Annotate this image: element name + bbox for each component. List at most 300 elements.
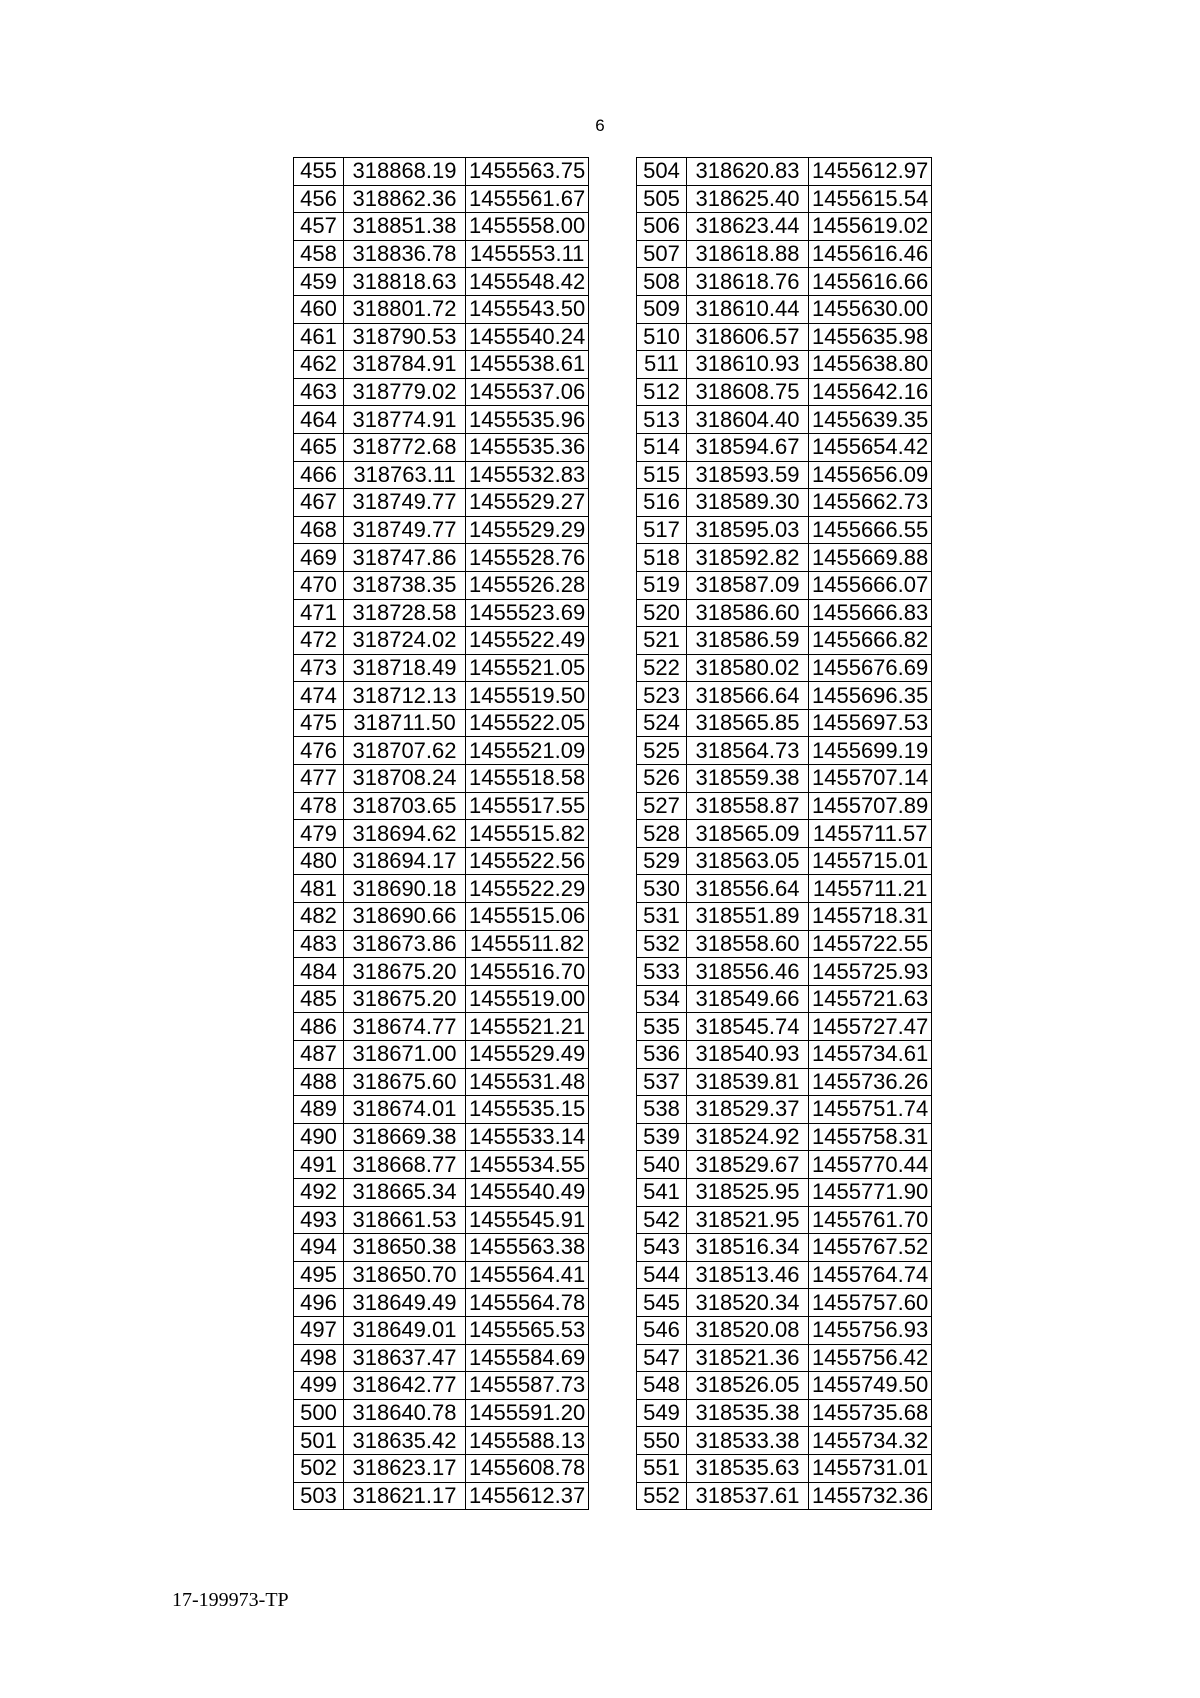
x-coordinate-cell: 318545.74: [687, 1013, 809, 1041]
point-number-cell: 537: [637, 1068, 687, 1096]
table-row: [637, 847, 932, 875]
table-row: [637, 1316, 932, 1344]
coordinate-table-body: [637, 158, 932, 1510]
point-number-cell: 470: [294, 571, 344, 599]
y-coordinate-cell: 1455608.78: [466, 1454, 589, 1482]
table-row: [637, 682, 932, 710]
point-number-cell: 532: [637, 930, 687, 958]
point-number-cell: 552: [637, 1482, 687, 1510]
table-row: [637, 1344, 932, 1372]
point-number-cell: 509: [637, 295, 687, 323]
y-coordinate-cell: 1455757.60: [809, 1289, 932, 1317]
table-row: [294, 958, 589, 986]
point-number-cell: 529: [637, 847, 687, 875]
coordinate-table-right: [636, 157, 932, 1510]
x-coordinate-cell: 318618.76: [687, 268, 809, 296]
point-number-cell: 495: [294, 1261, 344, 1289]
x-coordinate-cell: 318606.57: [687, 323, 809, 351]
x-coordinate-cell: 318675.20: [344, 958, 466, 986]
table-row: [637, 1068, 932, 1096]
point-number-cell: 491: [294, 1151, 344, 1179]
x-coordinate-cell: 318525.95: [687, 1178, 809, 1206]
y-coordinate-cell: 1455735.68: [809, 1399, 932, 1427]
table-row: [637, 433, 932, 461]
y-coordinate-cell: 1455561.67: [466, 185, 589, 213]
x-coordinate-cell: 318558.87: [687, 792, 809, 820]
y-coordinate-cell: 1455537.06: [466, 378, 589, 406]
point-number-cell: 508: [637, 268, 687, 296]
x-coordinate-cell: 318595.03: [687, 516, 809, 544]
x-coordinate-cell: 318520.34: [687, 1289, 809, 1317]
y-coordinate-cell: 1455519.50: [466, 682, 589, 710]
table-row: [294, 268, 589, 296]
y-coordinate-cell: 1455721.63: [809, 985, 932, 1013]
y-coordinate-cell: 1455612.37: [466, 1482, 589, 1510]
x-coordinate-cell: 318516.34: [687, 1234, 809, 1262]
y-coordinate-cell: 1455736.26: [809, 1068, 932, 1096]
y-coordinate-cell: 1455696.35: [809, 682, 932, 710]
y-coordinate-cell: 1455511.82: [466, 930, 589, 958]
point-number-cell: 547: [637, 1344, 687, 1372]
table-row: [637, 985, 932, 1013]
y-coordinate-cell: 1455515.82: [466, 820, 589, 848]
table-row: [637, 323, 932, 351]
y-coordinate-cell: 1455767.52: [809, 1234, 932, 1262]
y-coordinate-cell: 1455528.76: [466, 544, 589, 572]
x-coordinate-cell: 318640.78: [344, 1399, 466, 1427]
x-coordinate-cell: 318772.68: [344, 433, 466, 461]
y-coordinate-cell: 1455521.05: [466, 654, 589, 682]
table-row: [294, 654, 589, 682]
y-coordinate-cell: 1455584.69: [466, 1344, 589, 1372]
y-coordinate-cell: 1455540.24: [466, 323, 589, 351]
point-number-cell: 476: [294, 737, 344, 765]
table-row: [637, 240, 932, 268]
point-number-cell: 504: [637, 158, 687, 186]
y-coordinate-cell: 1455756.42: [809, 1344, 932, 1372]
x-coordinate-cell: 318649.01: [344, 1316, 466, 1344]
table-row: [637, 1372, 932, 1400]
y-coordinate-cell: 1455588.13: [466, 1427, 589, 1455]
table-row: [294, 875, 589, 903]
x-coordinate-cell: 318868.19: [344, 158, 466, 186]
table-row: [637, 158, 932, 186]
x-coordinate-cell: 318589.30: [687, 489, 809, 517]
x-coordinate-cell: 318551.89: [687, 903, 809, 931]
y-coordinate-cell: 1455707.14: [809, 765, 932, 793]
y-coordinate-cell: 1455722.55: [809, 930, 932, 958]
x-coordinate-cell: 318520.08: [687, 1316, 809, 1344]
y-coordinate-cell: 1455630.00: [809, 295, 932, 323]
y-coordinate-cell: 1455654.42: [809, 433, 932, 461]
y-coordinate-cell: 1455615.54: [809, 185, 932, 213]
y-coordinate-cell: 1455666.82: [809, 627, 932, 655]
y-coordinate-cell: 1455553.11: [466, 240, 589, 268]
point-number-cell: 484: [294, 958, 344, 986]
y-coordinate-cell: 1455666.83: [809, 599, 932, 627]
table-row: [637, 516, 932, 544]
x-coordinate-cell: 318610.44: [687, 295, 809, 323]
x-coordinate-cell: 318565.85: [687, 709, 809, 737]
y-coordinate-cell: 1455548.42: [466, 268, 589, 296]
x-coordinate-cell: 318556.64: [687, 875, 809, 903]
y-coordinate-cell: 1455771.90: [809, 1178, 932, 1206]
point-number-cell: 482: [294, 903, 344, 931]
table-row: [294, 158, 589, 186]
y-coordinate-cell: 1455638.80: [809, 351, 932, 379]
x-coordinate-cell: 318526.05: [687, 1372, 809, 1400]
x-coordinate-cell: 318675.60: [344, 1068, 466, 1096]
table-row: [637, 1178, 932, 1206]
y-coordinate-cell: 1455540.49: [466, 1178, 589, 1206]
point-number-cell: 502: [294, 1454, 344, 1482]
point-number-cell: 540: [637, 1151, 687, 1179]
point-number-cell: 473: [294, 654, 344, 682]
x-coordinate-cell: 318618.88: [687, 240, 809, 268]
table-row: [294, 406, 589, 434]
table-row: [294, 1344, 589, 1372]
point-number-cell: 544: [637, 1261, 687, 1289]
table-row: [294, 433, 589, 461]
y-coordinate-cell: 1455715.01: [809, 847, 932, 875]
table-row: [637, 1427, 932, 1455]
x-coordinate-cell: 318690.18: [344, 875, 466, 903]
x-coordinate-cell: 318610.93: [687, 351, 809, 379]
y-coordinate-cell: 1455533.14: [466, 1123, 589, 1151]
x-coordinate-cell: 318623.44: [687, 213, 809, 241]
table-row: [294, 185, 589, 213]
x-coordinate-cell: 318712.13: [344, 682, 466, 710]
table-row: [294, 1206, 589, 1234]
table-row: [294, 903, 589, 931]
table-row: [294, 1399, 589, 1427]
point-number-cell: 535: [637, 1013, 687, 1041]
x-coordinate-cell: 318784.91: [344, 351, 466, 379]
document-code: 17-199973-TP: [172, 1589, 289, 1611]
y-coordinate-cell: 1455639.35: [809, 406, 932, 434]
x-coordinate-cell: 318637.47: [344, 1344, 466, 1372]
point-number-cell: 487: [294, 1041, 344, 1069]
y-coordinate-cell: 1455564.78: [466, 1289, 589, 1317]
point-number-cell: 474: [294, 682, 344, 710]
x-coordinate-cell: 318593.59: [687, 461, 809, 489]
point-number-cell: 488: [294, 1068, 344, 1096]
point-number-cell: 549: [637, 1399, 687, 1427]
table-row: [637, 765, 932, 793]
y-coordinate-cell: 1455749.50: [809, 1372, 932, 1400]
table-row: [294, 599, 589, 627]
y-coordinate-cell: 1455535.96: [466, 406, 589, 434]
point-number-cell: 531: [637, 903, 687, 931]
y-coordinate-cell: 1455616.66: [809, 268, 932, 296]
table-row: [294, 765, 589, 793]
y-coordinate-cell: 1455531.48: [466, 1068, 589, 1096]
x-coordinate-cell: 318524.92: [687, 1123, 809, 1151]
point-number-cell: 493: [294, 1206, 344, 1234]
table-row: [637, 295, 932, 323]
y-coordinate-cell: 1455522.05: [466, 709, 589, 737]
point-number-cell: 463: [294, 378, 344, 406]
x-coordinate-cell: 318642.77: [344, 1372, 466, 1400]
table-row: [637, 930, 932, 958]
point-number-cell: 466: [294, 461, 344, 489]
x-coordinate-cell: 318564.73: [687, 737, 809, 765]
point-number-cell: 501: [294, 1427, 344, 1455]
x-coordinate-cell: 318818.63: [344, 268, 466, 296]
table-row: [294, 1427, 589, 1455]
y-coordinate-cell: 1455522.29: [466, 875, 589, 903]
x-coordinate-cell: 318763.11: [344, 461, 466, 489]
table-row: [637, 1123, 932, 1151]
point-number-cell: 503: [294, 1482, 344, 1510]
x-coordinate-cell: 318635.42: [344, 1427, 466, 1455]
point-number-cell: 543: [637, 1234, 687, 1262]
table-row: [637, 1013, 932, 1041]
y-coordinate-cell: 1455635.98: [809, 323, 932, 351]
point-number-cell: 520: [637, 599, 687, 627]
y-coordinate-cell: 1455538.61: [466, 351, 589, 379]
y-coordinate-cell: 1455558.00: [466, 213, 589, 241]
x-coordinate-cell: 318594.67: [687, 433, 809, 461]
x-coordinate-cell: 318565.09: [687, 820, 809, 848]
point-number-cell: 460: [294, 295, 344, 323]
coordinate-table-body: [294, 158, 589, 1510]
y-coordinate-cell: 1455564.41: [466, 1261, 589, 1289]
y-coordinate-cell: 1455756.93: [809, 1316, 932, 1344]
table-row: [637, 1206, 932, 1234]
point-number-cell: 517: [637, 516, 687, 544]
point-number-cell: 498: [294, 1344, 344, 1372]
table-row: [294, 1123, 589, 1151]
table-row: [637, 792, 932, 820]
point-number-cell: 505: [637, 185, 687, 213]
y-coordinate-cell: 1455521.21: [466, 1013, 589, 1041]
x-coordinate-cell: 318674.01: [344, 1096, 466, 1124]
x-coordinate-cell: 318694.17: [344, 847, 466, 875]
point-number-cell: 485: [294, 985, 344, 1013]
point-number-cell: 526: [637, 765, 687, 793]
y-coordinate-cell: 1455616.46: [809, 240, 932, 268]
x-coordinate-cell: 318556.46: [687, 958, 809, 986]
point-number-cell: 522: [637, 654, 687, 682]
x-coordinate-cell: 318671.00: [344, 1041, 466, 1069]
x-coordinate-cell: 318707.62: [344, 737, 466, 765]
point-number-cell: 541: [637, 1178, 687, 1206]
y-coordinate-cell: 1455697.53: [809, 709, 932, 737]
point-number-cell: 511: [637, 351, 687, 379]
y-coordinate-cell: 1455707.89: [809, 792, 932, 820]
table-row: [294, 240, 589, 268]
y-coordinate-cell: 1455516.70: [466, 958, 589, 986]
point-number-cell: 546: [637, 1316, 687, 1344]
table-row: [294, 1013, 589, 1041]
point-number-cell: 486: [294, 1013, 344, 1041]
y-coordinate-cell: 1455725.93: [809, 958, 932, 986]
y-coordinate-cell: 1455522.56: [466, 847, 589, 875]
x-coordinate-cell: 318521.95: [687, 1206, 809, 1234]
x-coordinate-cell: 318537.61: [687, 1482, 809, 1510]
coordinate-table-left: [293, 157, 589, 1510]
point-number-cell: 479: [294, 820, 344, 848]
y-coordinate-cell: 1455727.47: [809, 1013, 932, 1041]
y-coordinate-cell: 1455619.02: [809, 213, 932, 241]
point-number-cell: 542: [637, 1206, 687, 1234]
table-row: [637, 1399, 932, 1427]
table-row: [294, 1151, 589, 1179]
point-number-cell: 527: [637, 792, 687, 820]
y-coordinate-cell: 1455734.61: [809, 1041, 932, 1069]
table-row: [637, 820, 932, 848]
y-coordinate-cell: 1455515.06: [466, 903, 589, 931]
point-number-cell: 496: [294, 1289, 344, 1317]
x-coordinate-cell: 318513.46: [687, 1261, 809, 1289]
y-coordinate-cell: 1455711.57: [809, 820, 932, 848]
table-row: [294, 1178, 589, 1206]
point-number-cell: 459: [294, 268, 344, 296]
point-number-cell: 513: [637, 406, 687, 434]
point-number-cell: 550: [637, 1427, 687, 1455]
x-coordinate-cell: 318711.50: [344, 709, 466, 737]
point-number-cell: 461: [294, 323, 344, 351]
point-number-cell: 516: [637, 489, 687, 517]
y-coordinate-cell: 1455734.32: [809, 1427, 932, 1455]
x-coordinate-cell: 318621.17: [344, 1482, 466, 1510]
y-coordinate-cell: 1455522.49: [466, 627, 589, 655]
y-coordinate-cell: 1455518.58: [466, 765, 589, 793]
table-row: [294, 1482, 589, 1510]
table-row: [637, 1482, 932, 1510]
x-coordinate-cell: 318749.77: [344, 516, 466, 544]
y-coordinate-cell: 1455532.83: [466, 461, 589, 489]
x-coordinate-cell: 318580.02: [687, 654, 809, 682]
point-number-cell: 492: [294, 1178, 344, 1206]
point-number-cell: 536: [637, 1041, 687, 1069]
table-row: [294, 792, 589, 820]
point-number-cell: 471: [294, 599, 344, 627]
y-coordinate-cell: 1455666.07: [809, 571, 932, 599]
x-coordinate-cell: 318738.35: [344, 571, 466, 599]
x-coordinate-cell: 318779.02: [344, 378, 466, 406]
x-coordinate-cell: 318529.67: [687, 1151, 809, 1179]
table-row: [294, 295, 589, 323]
x-coordinate-cell: 318724.02: [344, 627, 466, 655]
x-coordinate-cell: 318674.77: [344, 1013, 466, 1041]
x-coordinate-cell: 318774.91: [344, 406, 466, 434]
y-coordinate-cell: 1455519.00: [466, 985, 589, 1013]
table-row: [294, 1289, 589, 1317]
x-coordinate-cell: 318650.38: [344, 1234, 466, 1262]
x-coordinate-cell: 318694.62: [344, 820, 466, 848]
point-number-cell: 514: [637, 433, 687, 461]
table-row: [637, 709, 932, 737]
point-number-cell: 489: [294, 1096, 344, 1124]
point-number-cell: 523: [637, 682, 687, 710]
x-coordinate-cell: 318533.38: [687, 1427, 809, 1455]
point-number-cell: 518: [637, 544, 687, 572]
table-row: [637, 599, 932, 627]
x-coordinate-cell: 318669.38: [344, 1123, 466, 1151]
x-coordinate-cell: 318623.17: [344, 1454, 466, 1482]
point-number-cell: 499: [294, 1372, 344, 1400]
table-row: [294, 627, 589, 655]
y-coordinate-cell: 1455529.29: [466, 516, 589, 544]
table-row: [294, 1454, 589, 1482]
point-number-cell: 507: [637, 240, 687, 268]
point-number-cell: 530: [637, 875, 687, 903]
point-number-cell: 510: [637, 323, 687, 351]
table-row: [294, 351, 589, 379]
y-coordinate-cell: 1455731.01: [809, 1454, 932, 1482]
point-number-cell: 469: [294, 544, 344, 572]
x-coordinate-cell: 318650.70: [344, 1261, 466, 1289]
point-number-cell: 475: [294, 709, 344, 737]
y-coordinate-cell: 1455676.69: [809, 654, 932, 682]
y-coordinate-cell: 1455761.70: [809, 1206, 932, 1234]
x-coordinate-cell: 318558.60: [687, 930, 809, 958]
y-coordinate-cell: 1455699.19: [809, 737, 932, 765]
point-number-cell: 512: [637, 378, 687, 406]
table-row: [294, 820, 589, 848]
x-coordinate-cell: 318535.38: [687, 1399, 809, 1427]
table-row: [637, 737, 932, 765]
y-coordinate-cell: 1455543.50: [466, 295, 589, 323]
x-coordinate-cell: 318563.05: [687, 847, 809, 875]
x-coordinate-cell: 318625.40: [687, 185, 809, 213]
point-number-cell: 465: [294, 433, 344, 461]
y-coordinate-cell: 1455656.09: [809, 461, 932, 489]
y-coordinate-cell: 1455565.53: [466, 1316, 589, 1344]
x-coordinate-cell: 318620.83: [687, 158, 809, 186]
point-number-cell: 457: [294, 213, 344, 241]
table-row: [294, 1041, 589, 1069]
point-number-cell: 500: [294, 1399, 344, 1427]
x-coordinate-cell: 318566.64: [687, 682, 809, 710]
table-row: [637, 406, 932, 434]
x-coordinate-cell: 318529.37: [687, 1096, 809, 1124]
y-coordinate-cell: 1455523.69: [466, 599, 589, 627]
table-row: [294, 323, 589, 351]
y-coordinate-cell: 1455587.73: [466, 1372, 589, 1400]
y-coordinate-cell: 1455517.55: [466, 792, 589, 820]
table-row: [294, 1261, 589, 1289]
table-row: [637, 1041, 932, 1069]
y-coordinate-cell: 1455758.31: [809, 1123, 932, 1151]
x-coordinate-cell: 318790.53: [344, 323, 466, 351]
point-number-cell: 478: [294, 792, 344, 820]
table-row: [294, 461, 589, 489]
y-coordinate-cell: 1455662.73: [809, 489, 932, 517]
table-row: [637, 654, 932, 682]
table-row: [637, 627, 932, 655]
point-number-cell: 455: [294, 158, 344, 186]
table-row: [637, 489, 932, 517]
point-number-cell: 462: [294, 351, 344, 379]
point-number-cell: 456: [294, 185, 344, 213]
x-coordinate-cell: 318559.38: [687, 765, 809, 793]
table-row: [294, 985, 589, 1013]
table-row: [637, 461, 932, 489]
table-row: [294, 1068, 589, 1096]
point-number-cell: 515: [637, 461, 687, 489]
table-row: [637, 1096, 932, 1124]
x-coordinate-cell: 318673.86: [344, 930, 466, 958]
table-row: [637, 1234, 932, 1262]
x-coordinate-cell: 318521.36: [687, 1344, 809, 1372]
x-coordinate-cell: 318836.78: [344, 240, 466, 268]
x-coordinate-cell: 318862.36: [344, 185, 466, 213]
y-coordinate-cell: 1455526.28: [466, 571, 589, 599]
x-coordinate-cell: 318749.77: [344, 489, 466, 517]
